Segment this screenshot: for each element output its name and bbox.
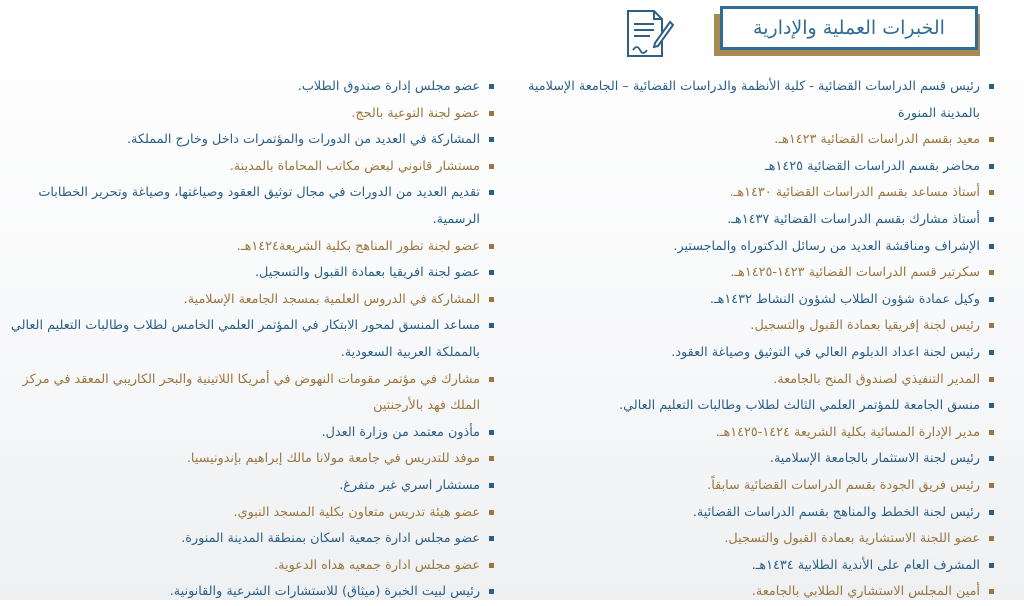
- list-item: تقديم العديد من الدورات في مجال توثيق العقود وصياغتها، وصياغة وتحرير الخطابات الرسمية.: [10, 180, 494, 233]
- list-item: الإشراف ومناقشة العديد من رسائل الدكتوراه والماجستير.: [508, 234, 994, 261]
- list-item: المشاركة في الدروس العلمية بمسجد الجامعة الإسلامية.: [10, 287, 494, 314]
- list-item: مأذون معتمد من وزارة العدل.: [10, 420, 494, 447]
- list-item: رئيس فريق الجودة بقسم الدراسات القضائية سابقاً.: [508, 473, 994, 500]
- document-pen-icon: [620, 8, 676, 60]
- header-frame: [720, 6, 978, 50]
- list-item: وكيل عمادة شؤون الطلاب لشؤون النشاط ١٤٣٢هـ.: [508, 287, 994, 314]
- list-item: عضو اللجنة الاستشارية بعمادة القبول والتسجيل.: [508, 526, 994, 553]
- list-item: مدير الإدارة المسائية بكلية الشريعة ١٤٢٤-١٤٢٥هـ.: [508, 420, 994, 447]
- list-item: عضو لجنة التوعية بالحج.: [10, 101, 494, 128]
- list-item: مستشار اسري غير متفرغ.: [10, 473, 494, 500]
- list-item: عضو مجلس ادارة جمعية اسكان بمنطقة المدينة المنورة.: [10, 526, 494, 553]
- list-item: عضو مجلس ادارة جمعيه هداه الدعوية.: [10, 553, 494, 580]
- list-item: مستشار قانوني لبعض مكاتب المحاماة بالمدينة.: [10, 154, 494, 181]
- list-item: رئيس لجنة إفريقيا بعمادة القبول والتسجيل.: [508, 313, 994, 340]
- list-item: المشاركة في العديد من الدورات والمؤتمرات داخل وخارج المملكة.: [10, 127, 494, 154]
- list-item: منسق الجامعة للمؤتمر العلمي الثالث لطلاب وطالبات التعليم العالي.: [508, 393, 994, 420]
- list-item: عضو هيئة تدريس متعاون بكلية المسجد النبوي.: [10, 500, 494, 527]
- list-item: رئيس قسم الدراسات القضائية - كلية الأنظمة والدراسات القضائية – الجامعة الإسلامية بالمدينة المنورة: [508, 74, 994, 127]
- list-item: محاضر بقسم الدراسات القضائية ١٤٢٥هـ: [508, 154, 994, 181]
- list-item: سكرتير قسم الدراسات القضائية ١٤٢٣-١٤٢٥هـ.: [508, 260, 994, 287]
- left-experience-list: [10, 74, 494, 606]
- list-item: أمين المجلس الاستشاري الطلابي بالجامعة.: [508, 579, 994, 606]
- list-item: رئيس لجنة الخطط والمناهج بقسم الدراسات القضائية.: [508, 500, 994, 527]
- list-item: موفد للتدريس في جامعة مولانا مالك إبراهيم بإندونيسيا.: [10, 446, 494, 473]
- right-experience-list: [508, 74, 994, 606]
- section-header: [720, 6, 986, 56]
- list-item: عضو لجنة تطور المناهج بكلية الشريعة١٤٢٤هـ.: [10, 234, 494, 261]
- list-item: أستاذ مشارك بقسم الدراسات القضائية ١٤٣٧هـ.: [508, 207, 994, 234]
- list-item: رئيس لجنة الاستثمار بالجامعة الإسلامية.: [508, 446, 994, 473]
- list-item: رئيس لبيت الخبرة (ميثاق) للاستشارات الشرعية والقانونية.: [10, 579, 494, 606]
- list-item: عضو لجنة افريقيا بعمادة القبول والتسجيل.: [10, 260, 494, 287]
- list-item: معيد بقسم الدراسات القضائية ١٤٢٣هـ.: [508, 127, 994, 154]
- list-item: مشارك في مؤتمر مقومات النهوض في أمريكا اللاتينية والبحر الكاريبي المعقد في مركز الملك فهد بالأرجنتين: [10, 367, 494, 420]
- page-title: الخبرات العملية والإدارية: [753, 17, 945, 39]
- list-item: مساعد المنسق لمحور الابتكار في المؤتمر العلمي الخامس لطلاب وطالبات التعليم العالي بالمملكة العربية السعودية.: [10, 313, 494, 366]
- list-item: رئيس لجنة اعداد الدبلوم العالي في التوثيق وصياغة العقود.: [508, 340, 994, 367]
- list-item: أستاذ مساعد بقسم الدراسات القضائية ١٤٣٠هـ.: [508, 180, 994, 207]
- list-item: المشرف العام على الأندية الطلابية ١٤٣٤هـ.: [508, 553, 994, 580]
- list-item: عضو مجلس إدارة صندوق الطلاب.: [10, 74, 494, 101]
- list-item: المدير التنفيذي لصندوق المنح بالجامعة.: [508, 367, 994, 394]
